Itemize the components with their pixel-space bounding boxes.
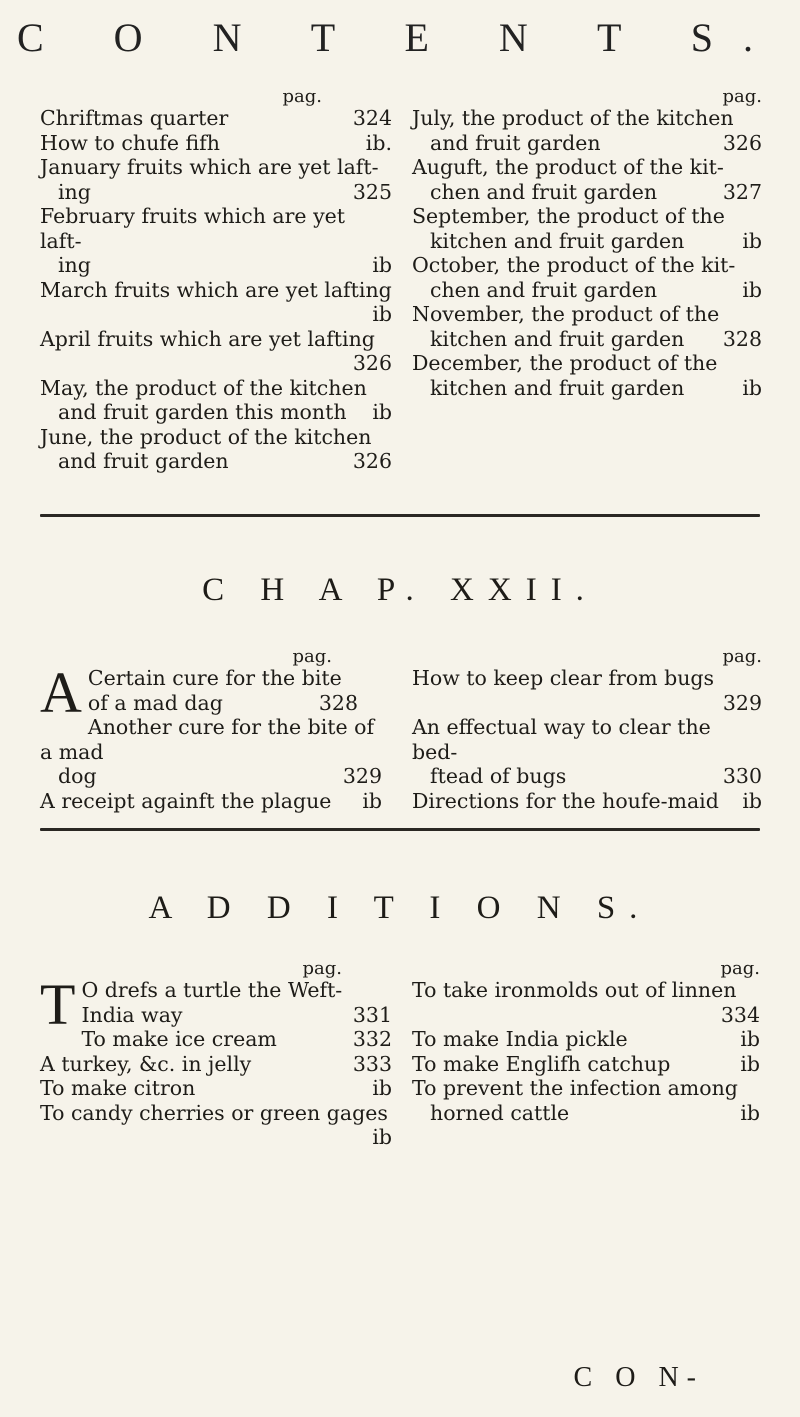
entry-text: April fruits which are yet lafting [40,326,375,351]
list-item [412,715,762,789]
list-item [412,978,760,1027]
entry-text: February fruits which are yet laft- [40,204,346,253]
page-number: 324 [352,106,392,130]
entry-continuation: of a mad dag [87,690,223,715]
pag-label: pag. [720,958,760,979]
entry-text: Certain cure for the bite [87,666,342,690]
entry-text: To make Englifh catchup [412,1051,671,1076]
page-number: 325 [352,179,392,204]
pag-label: pag. [302,958,342,979]
entry-text: Another cure for the bite of a mad [40,715,375,764]
entry-text: An effectual way to clear the bed- [412,715,711,764]
chap-left-column [40,648,382,813]
entry-continuation [412,691,762,716]
list-item [40,660,382,725]
list-item [40,278,392,327]
list-item [40,1101,392,1150]
entry-text: O drefs a turtle the Weft- [81,978,343,1002]
entry-continuation [40,351,392,376]
entry-continuation: kitchen and fruit garden [430,228,685,253]
entry-continuation: and fruit garden this month [58,400,347,424]
page-number: ib [372,1125,392,1149]
entry-text: September, the product of the [412,204,725,228]
entry-text: November, the product of the [412,302,720,326]
page-number: ib [742,375,762,400]
page-number: ib [372,302,392,326]
page-number: ib [372,253,392,277]
entry-text: May, the product of the kitchen [40,375,367,400]
page-number: ib [740,1027,760,1051]
page-number: 326 [352,449,392,473]
list-item [40,327,392,376]
entry-continuation: horned cattle [430,1100,570,1125]
list-item [412,1027,760,1052]
entry-text: July, the product of the kitchen [412,106,734,130]
entry-continuation: India way [81,1002,183,1027]
entry-continuation: ing [58,179,91,204]
entry-continuation [40,302,392,327]
entry-text: A receipt againft the plague [40,788,332,813]
entry-continuation: and fruit garden [58,449,229,473]
page-number: ib. [365,130,392,155]
chap-left-entries [40,715,382,813]
list-item [40,376,392,425]
list-item [412,204,762,253]
page-number: ib [740,1100,760,1125]
entry-continuation: chen and fruit garden [430,179,658,204]
pag-label: pag. [722,646,762,667]
list-item [412,666,762,715]
list-item [412,253,762,302]
running-head: C O N T E N T S. [17,15,783,60]
entry-text: To make citron [40,1076,196,1100]
entry-continuation: kitchen and fruit garden [430,326,685,351]
page-number: ib [742,277,762,302]
list-item [40,1027,392,1052]
entry-text: To candy cherries or green gages [40,1100,388,1125]
page-number: 326 [352,351,392,375]
pag-label: pag. [282,86,322,107]
divider-rule [40,828,760,831]
list-item [412,789,762,814]
entry-continuation: kitchen and fruit garden [430,375,685,400]
list-item [40,789,382,814]
page-number: 328 [318,690,358,715]
entry-text: How to chufe fifh [40,130,220,155]
entry-text: A turkey, &c. in jelly [40,1051,252,1076]
page-number: 326 [722,130,762,155]
entry-text: January fruits which are yet laft- [40,155,379,179]
list-item [40,715,382,789]
entry-continuation: ftead of bugs [430,764,567,788]
page-number: 328 [722,326,762,351]
entry-text: How to keep clear from bugs [412,666,715,690]
list-item [40,155,392,204]
entry-text: Chriftmas quarter [40,106,229,130]
page-number: ib [740,1051,760,1076]
additions-left-column [40,960,392,1150]
list-item [412,302,762,351]
pag-label: pag. [292,646,332,667]
entry-text: June, the product of the kitchen [40,424,372,449]
list-item [412,155,762,204]
sec1-right-column [412,88,762,400]
list-item [412,1052,760,1077]
divider-rule [40,514,760,517]
drop-cap: A [40,660,82,725]
page-number: ib [742,228,762,253]
page-number: 333 [352,1051,392,1076]
list-item [40,131,392,156]
pag-label: pag. [722,86,762,107]
chap-right-column [412,648,762,813]
entry-text: Directions for the houfe-maid [412,788,719,813]
catchword: C O N- [573,1362,704,1393]
additions-right-entries [412,978,760,1125]
entry-text: March fruits which are yet lafting [40,277,392,302]
additions-left-entries [40,1027,392,1150]
sec1-left-column [40,88,392,474]
entry-text: To make India pickle [412,1027,628,1051]
page-number: 330 [722,764,762,788]
list-item [412,106,762,155]
entry-continuation: chen and fruit garden [430,277,658,302]
page-number: 331 [352,1002,392,1027]
page-number: ib [372,1076,392,1100]
entry-text: To take ironmolds out of linnen [412,978,737,1002]
chapter-title: C H A P. XXII. [202,572,598,608]
page-number: 332 [352,1027,392,1051]
list-item [40,204,392,278]
entry-text: Auguft, the product of the kit- [412,155,724,179]
additions-right-column [412,960,760,1125]
list-item [40,1052,392,1077]
entry-text: October, the product of the kit- [412,253,736,277]
page-number: 329 [722,690,762,715]
sec1-left-entries [40,106,392,474]
list-item [40,106,392,131]
entry-text: To prevent the infection among [412,1076,738,1100]
list-item [412,1076,760,1125]
page-number: 327 [722,179,762,204]
additions-title: A D D I T I O N S. [148,890,652,926]
list-item [412,351,762,400]
page-number: 329 [342,764,382,788]
entry-continuation: and fruit garden [430,130,601,155]
entry-text: To make ice cream [81,1027,277,1051]
page-number: 334 [720,1002,760,1027]
drop-cap: T [40,972,76,1037]
entry-continuation: dog [58,764,97,788]
chap-right-entries [412,666,762,813]
list-item [40,972,392,1037]
page-number: ib [372,400,392,424]
entry-text: December, the product of the [412,351,718,375]
page-number: ib [362,788,382,813]
list-item [40,1076,392,1101]
page-number: ib [742,788,762,813]
entry-continuation [40,1125,392,1150]
list-item [40,425,392,474]
entry-continuation: ing [58,253,91,277]
entry-continuation [412,1003,760,1028]
sec1-right-entries [412,106,762,400]
